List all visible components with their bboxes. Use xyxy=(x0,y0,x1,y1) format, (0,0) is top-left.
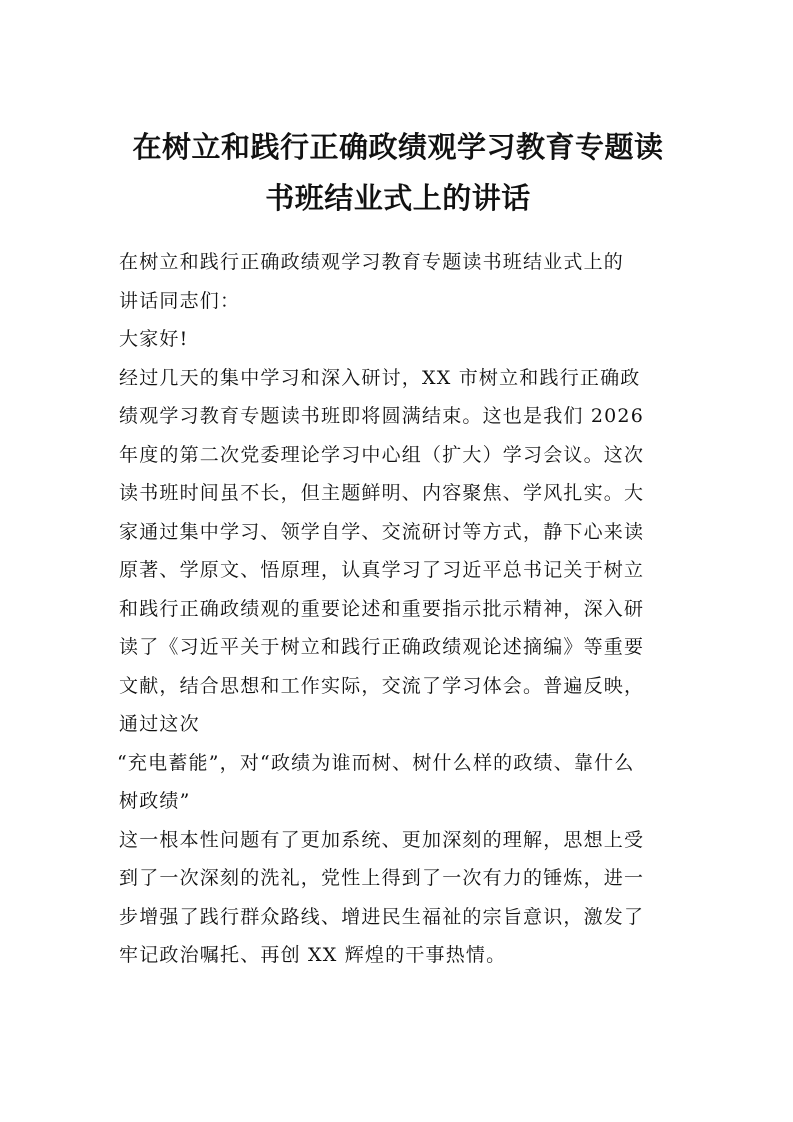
body-line: 在树立和践行正确政绩观学习教育专题读书班结业式上的 xyxy=(119,251,625,273)
body-line: 家通过集中学习、领学自学、交流研讨等方式，静下心来读 xyxy=(119,520,645,543)
body-line: 原著、学原文、悟原理，认真学习了习近平总书记关于树立 xyxy=(119,559,645,581)
body-line: 读了《习近平关于树立和践行正确政绩观论述摘编》等重要 xyxy=(119,636,645,658)
body-line: 树政绩” xyxy=(119,790,191,812)
body-line: 牢记政治嘱托、再创 XX 辉煌的干事热情。 xyxy=(119,944,507,966)
body-line: “充电蓄能”，对“政绩为谁而树、树什么样的政绩、靠什么 xyxy=(117,751,635,774)
body-line: 大家好! xyxy=(119,328,189,350)
title-line: 在树立和践行正确政绩观学习教育专题读 xyxy=(132,130,664,164)
body-line: 年度的第二次党委理论学习中心组（扩大）学习会议。这次 xyxy=(119,443,645,466)
body-line: 讲话同志们： xyxy=(119,289,241,312)
body-line: 这一根本性问题有了更加系统、更加深刻的理解，思想上受 xyxy=(119,828,645,851)
body-line: 绩观学习教育专题读书班即将圆满结束。这也是我们 2026 xyxy=(119,405,644,427)
body-line: 步增强了践行群众路线、增进民生福祉的宗旨意识，激发了 xyxy=(119,905,645,928)
body-line: 通过这次 xyxy=(119,713,200,735)
body-line: 文献，结合思想和工作实际，交流了学习体会。普遍反映， xyxy=(119,674,645,697)
document-body xyxy=(119,243,679,975)
body-line: 经过几天的集中学习和深入研讨，XX 市树立和践行正确政 xyxy=(119,366,641,389)
body-line: 读书班时间虽不长，但主题鲜明、内容聚焦、学风扎实。大 xyxy=(119,482,645,504)
body-line: 和践行正确政绩观的重要论述和重要指示批示精神，深入研 xyxy=(119,597,645,620)
body-line: 到了一次深刻的洗礼，党性上得到了一次有力的锤炼，进一 xyxy=(119,867,645,889)
title-line: 书班结业式上的讲话 xyxy=(265,181,531,215)
document-title xyxy=(118,122,678,224)
